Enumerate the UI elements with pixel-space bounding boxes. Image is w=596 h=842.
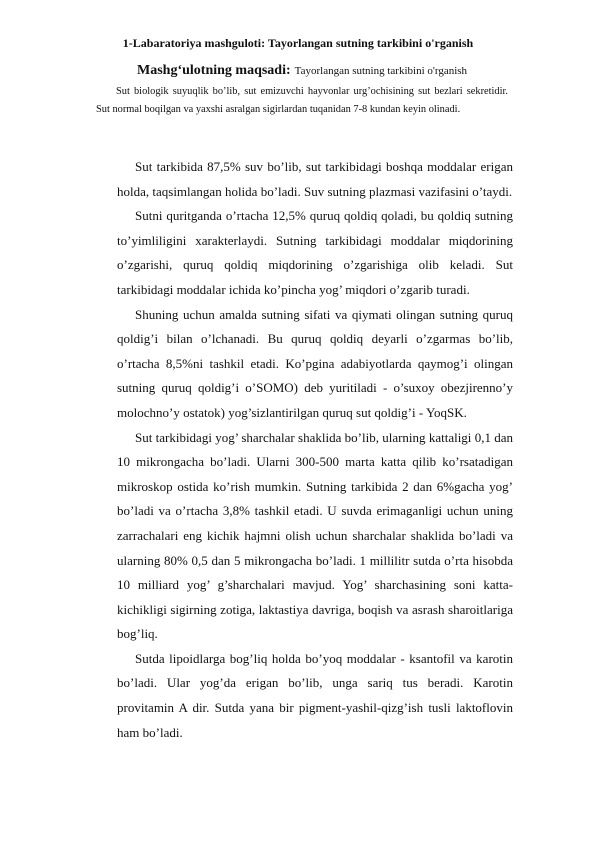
goal-line: [137, 61, 467, 79]
goal-label: Mashg‘ulotning maqsadi:: [137, 63, 291, 78]
paragraph-pigments: Sutda lipoidlarga bog’liq holda bo’yoq moddalar - ksantofil va karotin bo’ladi. Ular yog’da erigan bo’lib, unga sariq tus beradi. Karotin provitamin A dir. Sutda yana bir pigment-yashil-qizg’ish tusli laktoflovin ham bo’ladi.: [117, 650, 513, 740]
paragraph-fat-globules: Sut tarkibidagi yog’ sharchalar shaklida bo’lib, ularning kattaligi 0,1 dan 10 mikrongacha bo’ladi. Ularni 300-500 marta katta qilib ko’rsatadigan mikroskop ostida ko’rish mumkin. Sutning tarkibida 2 dan 6%gacha yog’ bo’ladi va o’rtacha 3,8% tashkil etadi. U suvda erimaganligi uchun uning zarrachalari eng kichik hajmni olish uchun sharchalar shaklida bo’ladi va ularning 80% 0,5 dan 5 mikrongacha bo’ladi. 1 millilitr sutda o’rta hisobda 10 milliard yog’ g’sharchalari mavjud. Yog’ sharchasining soni katta-kichikligi sigirning zotiga, laktastiya davriga, boqish va asrash sharoitlariga bog’liq.: [117, 429, 513, 642]
body-text: [117, 155, 513, 745]
document-title: 1-Labaratoriya mashguloti: Tayorlangan sutning tarkibini o'rganish: [122, 36, 474, 50]
paragraph-dry-residue: Sutni quritganda o’rtacha 12,5% quruq qoldiq qoladi, bu qoldiq sutning to’yimliligini xarakterlaydi. Sutning tarkibidagi moddalar miqdorining o’zgarishi, quruq qoldiq miqdorining o’zgarishiga olib keladi. Sut tarkibidagi moddalar ichida ko’pincha yog’ miqdori o’zgarib turadi.: [117, 208, 513, 297]
goal-text: Tayorlangan sutning tarkibini o'rganish: [294, 65, 468, 77]
intro-paragraph: Sut biologik suyuqlik bo’lib, sut emizuvchi hayvonlar urg’ochisining sut bezlari sekretidir. Sut normal boqilgan va yaxshi asralgan sigirlardan tuqanidan 7-8 kundan keyin olinadi.: [96, 86, 508, 115]
paragraph-water: Sut tarkibida 87,5% suv bo’lib, sut tarkibidagi boshqa moddalar erigan holda, taqsimlangan holida bo’ladi. Suv sutning plazmasi vazifasini o’taydi.: [117, 159, 513, 199]
paragraph-somo: Shuning uchun amalda sutning sifati va qiymati olingan sutning quruq qoldig’i bilan o’lchanadi. Bu quruq qoldiq deyarli o’zgarmas bo’lib, o’rtacha 8,5%ni tashkil etadi. Ko’pgina adabiyotlarda qaymog’i olingan sutning quruq qoldig’i o’SOMO) deb yuritiladi - o’suxoy obezjirenno’y molochno’y ostatok) yog’sizlantirilgan quruq sut qoldig’i - YoqSK.: [117, 306, 513, 420]
